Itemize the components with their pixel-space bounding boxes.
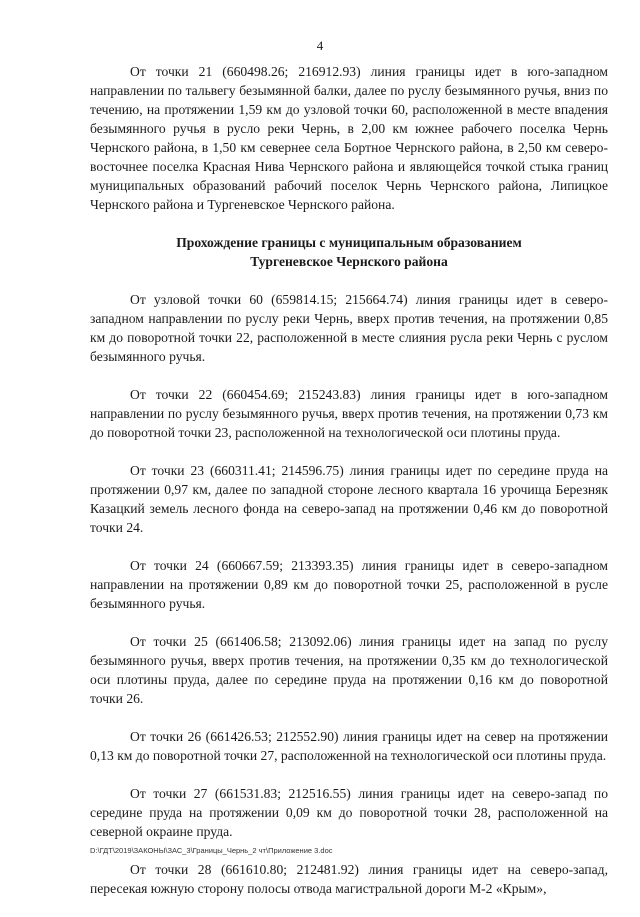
page-number: 4 [316, 38, 324, 53]
paragraph-point-27: От точки 27 (661531.83; 212516.55) линия границы идет на северо-запад по середине пруда на протяжении 0,09 км до поворотной точки 28, расположенной на северной окраине пруда. [90, 786, 608, 839]
paragraph-point-25: От точки 25 (661406.58; 213092.06) линия границы идет на запад по руслу безымянного ручья, вверх против течения, на протяжении 0,35 км до технологической оси плотины пруда, далее по середине пруда на протяжении 0,16 км до поворотной точки 26. [90, 634, 608, 706]
paragraph-point-21: От точки 21 (660498.26; 216912.93) линия границы идет в юго-западном направлении по тальвегу безымянной балки, далее по руслу безымянного ручья, вниз по течению, на протяжении 1,59 км до узловой точки 60, расположенной в месте впадения безымянного ручья в русло реки Чернь, в 2,00 км южнее рабочего поселка Чернь Чернского района, в 1,50 км севернее села Бортное Чернского района, в 2,50 км северо-восточнее поселка Красная Нива Чернского района и являющейся точкой стыка границ муниципальных образований рабочий поселок Чернь Чернского района, Липицкое Чернского района и Тургеневское Чернского района. [90, 64, 608, 212]
section-heading [90, 233, 608, 271]
footer-file-path: D:\ГДТ\2019\ЗАКОНЫ\ЗАС_3\Границы_Чернь_2 чт\Приложение 3.doc [90, 846, 333, 855]
paragraph-point-28: От точки 28 (661610.80; 212481.92) линия границы идет на северо-запад, пересекая южную сторону полосы отвода магистральной дороги М-2 «Крым», [90, 862, 608, 896]
paragraph-point-60: От узловой точки 60 (659814.15; 215664.74) линия границы идет в северо-западном направлении по руслу реки Чернь, вверх против течения, на протяжении 0,85 км до поворотной точки 22, расположенной в месте слияния русла реки Чернь с руслом безымянного ручья. [90, 292, 608, 364]
paragraph-point-26: От точки 26 (661426.53; 212552.90) линия границы идет на север на протяжении 0,13 км до поворотной точки 27, расположенной на технологической оси плотины пруда. [90, 729, 608, 763]
paragraph-point-22: От точки 22 (660454.69; 215243.83) линия границы идет в юго-западном направлении по руслу безымянного ручья, вверх против течения, на протяжении 0,73 км до поворотной точки 23, расположенной на технологической оси плотины пруда. [90, 387, 608, 440]
heading-line-2: Тургеневское Чернского района [250, 254, 448, 269]
paragraph-point-23: От точки 23 (660311.41; 214596.75) линия границы идет по середине пруда на протяжении 0,97 км, далее по западной стороне лесного квартала 16 урочища Березняк Казацкий земель лесного фонда на северо-запад на протяжении 0,46 км до поворотной точки 24. [90, 463, 608, 535]
paragraph-point-24: От точки 24 (660667.59; 213393.35) линия границы идет в северо-западном направлении на протяжении 0,89 км до поворотной точки 25, расположенной в русле безымянного ручья. [90, 558, 608, 611]
heading-line-1: Прохождение границы с муниципальным образованием [176, 235, 522, 250]
document-body [90, 62, 608, 917]
